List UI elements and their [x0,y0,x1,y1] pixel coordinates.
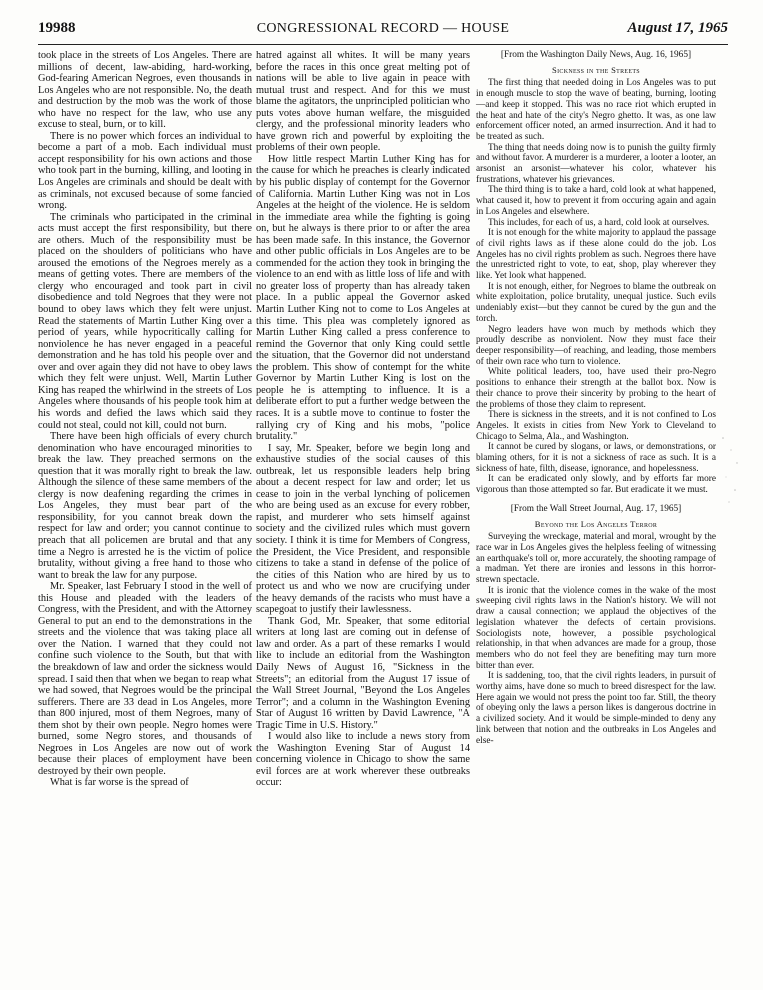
paragraph: It can be eradicated only slowly, and by efforts far more vigorous than those attempted so far. But eradicate it we must. [476,474,716,496]
paragraph: I say, Mr. Speaker, before we begin long and exhaustive studies of the social causes of this outbreak, let us responsible leaders help bring about a decent respect for law and order; let us cease to join in the verbal lynching of policemen who are being used as an excuse for every robber, rapist, and murderer who sets himself against society and the civilized rules which must govern society. I think it is time for Members of Congress, the President, the Vice President, and responsible citizens to take a stand in defense of the police of the cities of this Nation who are hired by us to protect us and who we now are crucifying under the heavy demands of the racists who must have a scapegoat to justify their lawlessness. [256,442,470,616]
source-citation: [From the Washington Daily News, Aug. 16, 1965] [500,50,692,60]
column-3 [476,50,716,746]
paragraph: It cannot be cured by slogans, or laws, or demonstrations, or blaming others, for it is not a sickness of race as such. It is a sickness of hate, filth, disease, ignorance, and hopelessness. [476,442,716,474]
column-1 [38,50,252,789]
paragraph: The first thing that needed doing in Los Angeles was to put in enough muscle to stop the wave of beating, burning, looting—and keep it stopped. This was no race riot which erupted in the heat and hate of the city's Negro ghetto. It was, as one law enforcement officer noted, an armed insurrection. And it had to be treated as such. [476,78,716,142]
paragraph: It is ironic that the violence comes in the wake of the most sweeping civil rights laws in the Nation's history. We will not draw a causal connection; we applaud the objectives of the legislation whatever the defects of certain provisions. Sociologists note, however, a possible psychological relationship, in that when advances are made for a group, those members who do not feel they are benefiting may turn more bitter than ever. [476,585,716,671]
paragraph: took place in the streets of Los Angeles. There are millions of decent, law-abiding, hard-working, God-fearing American Negroes, even thousands in Los Angeles who are not responsible. No, the death and destruction by the mob was the work of those who have no respect for the law, who use any excuse to steal, burn, or to kill. [38,50,252,131]
paragraph: hatred against all whites. It will be many years before the races in this once great melting pot of nations will be able to live again in peace with mutual trust and respect. And for this we must blame the agitators, the unprincipled politician who puts votes above human welfare, the misguided clergy, and the professional minority leaders who have grown rich and powerful by exploiting the problems of their own people. [256,50,470,154]
paragraph: There is sickness in the streets, and it is not confined to Los Angeles. It exists in cities from New York to Cleveland to Chicago to Selma, Ala., and Washington. [476,410,716,442]
paragraph: White political leaders, too, have used their pro-Negro positions to enhance their strength at the ballot box. Now is their chance to prove their sincerity by probing to the heart of the problems of those they claim to represent. [476,367,716,410]
paragraph: Surveying the wreckage, material and moral, wrought by the race war in Los Angeles gives the helpless feeling of witnessing an earthquake's toll or, more accurately, the shooting rampage of a madman. Yet there are ironies and lessons in this horror-strewn spectacle. [476,532,717,586]
paragraph: There have been high officials of every church denomination who have encouraged minorities to break the law. They preached sermons on the question that it was morally right to break the law. Although the silence of these same members of the clergy is now deafening regarding the crimes in Los Angeles, they must bear part of the responsibility, for you cannot break down the respect for law and order; you cannot continue to preach that all policemen are brutal and that any time a Negro is arrested he is the victim of police brutality, without giving a free hand to those who want to break the law for any purpose. [38,431,252,581]
paragraph: Mr. Speaker, last February I stood in the well of this House and pleaded with the leaders of Congress, with the President, and with the Attorney General to put an end to the demonstrations in the streets and the violence that was taking place all over the Nation. I warned that they could not confine such violence to the South, but that with the breakdown of law and order the sickness would spread. I said then that when we began to reap what we had sowed, that Negroes would be the principal sufferers. There are 33 dead in Los Angeles, more than 800 injured, most of them Negroes, many of them shot by their own people. Negro homes were burned, some Negro stores, and thousands of Negroes in Los Angeles are now out of work because their places of employment have been destroyed by their own people. [38,581,252,777]
paragraph: Negro leaders have won much by methods which they proudly describe as nonviolent. Now they must face their deeper responsibility—of reaching, and leading, those members of their own race who turn to violence. [476,324,716,367]
paragraph: There is no power which forces an individual to become a part of a mob. Each individual must accept responsibility for his own actions and those who took part in the burning, killing, and looting in Los Angeles are criminals and should be dealt with as criminals, not excused because of some fancied wrong. [38,130,252,212]
paragraph: This includes, for each of us, a hard, cold look at ourselves. [488,217,710,228]
paragraph: How little respect Martin Luther King has for the cause for which he preaches is clearly indicated by his public display of contempt for the Governor of California. Martin Luther King was not in Los Angeles at the height of the violence. He is seldom in the immediate area while the fighting is going on, but he always is there prior to or after the area has been made safe. In this instance, the Governor and other public officials in Los Angeles are to be commended for the action they took in bringing the violence to an end with as little loss of life and with no greater loss of property than has already taken place. In a public appeal the Governor asked Martin Luther King not to come to Los Angeles at this time. This plea was completely ignored as Martin Luther King called a press conference to remind the Governor that only King could settle the situation, that the Governor did not understand the problem. This show of contempt for the white Governor by Martin Luther King is lost on the people he is attempting to influence. It is a deliberate effort to put a further wedge between the races. It is a subtle move to continue to foster the rallying cry of King and his mobs, "police brutality." [256,153,471,443]
editorial-heading: Beyond the Los Angeles Terror [534,518,658,529]
publication-title: CONGRESSIONAL RECORD — HOUSE [256,21,510,36]
source-citation: [From the Wall Street Journal, Aug. 17, 1965] [510,503,682,514]
paragraph: It is saddening, too, that the civil rights leaders, in pursuit of worthy aims, have done so much to breed disrespect for the law. Here again we would not press the point too far. Still, the theory of obeying only the laws a person likes is dangerous doctrine in a civilized society. And it would be simple-minded to deny any link between that notion and the outbreaks in Los Angeles and else- [476,671,716,746]
paragraph: It is not enough for the white majority to applaud the passage of civil rights laws as if these alone could do the job. Los Angeles has no civil rights problem as such. Negroes there have the unrestricted right to vote, to eat, shop, play wherever they like. Yet look what happened. [476,228,716,282]
paragraph: What is far worse is the spread of [50,777,189,789]
paragraph: I would also like to include a news story from the Washington Evening Star of August 14 concerning violence in Chicago to show the same evil forces are at work wherever these outbreaks occur: [256,731,470,789]
header-rule [38,44,728,45]
scan-speckle [717,430,745,510]
paragraph: The thing that needs doing now is to punish the guilty firmly and without favor. A murderer is a murderer, a looter a looter, an arsonist an arsonist—whatever his color, whatever his frustrations, whatever his grievances. [476,142,716,185]
paragraph: The criminals who participated in the criminal acts must accept the first responsibility, but there are others. Much of the responsibility must be placed on the shoulders of politicians who have aroused the emotions of the Negroes merely as a means of getting votes. There are members of the clergy who encouraged and took part in civil disobedience and told Negroes that they were not bound to obey laws which they felt were unjust. Read the statements of Martin Luther King over a period of years, while hypocritically calling for nonviolence he has never engaged in a peaceful demonstration and he has told his people over and over and over again they did not have to obey laws which they felt were unjust. Well, Martin Luther King has reaped the whirlwind in the streets of Los Angeles where thousands of his people took him at his words and defied the laws which said they could not steal, could not kill, could not burn. [38,211,252,431]
page-header [38,20,728,42]
column-2 [256,50,470,789]
editorial-heading: Sickness in the Streets [552,64,640,75]
paragraph: The third thing is to take a hard, cold look at what happened, what caused it, how to prevent it from occuring again and again in Los Angeles and elsewhere. [476,185,716,217]
issue-date: August 17, 1965 [627,20,728,36]
paragraph: Thank God, Mr. Speaker, that some editorial writers at long last are coming out in defense of law and order. As a part of these remarks I would like to include an editorial from the Washington Daily News of August 16, "Sickness in the Streets"; an editorial from the August 17 issue of the Wall Street Journal, "Beyond the Los Angeles Terror"; and a column in the Washington Evening Star of August 16 written by David Lawrence, "A Tragic Time in U.S. History." [256,615,470,731]
paragraph: It is not enough, either, for Negroes to blame the outbreak on white exploitation, police brutality, unequal justice. Such evils undeniably exist—but they cannot be cured by the gun and the torch. [476,281,716,324]
page-number: 19988 [38,20,76,36]
